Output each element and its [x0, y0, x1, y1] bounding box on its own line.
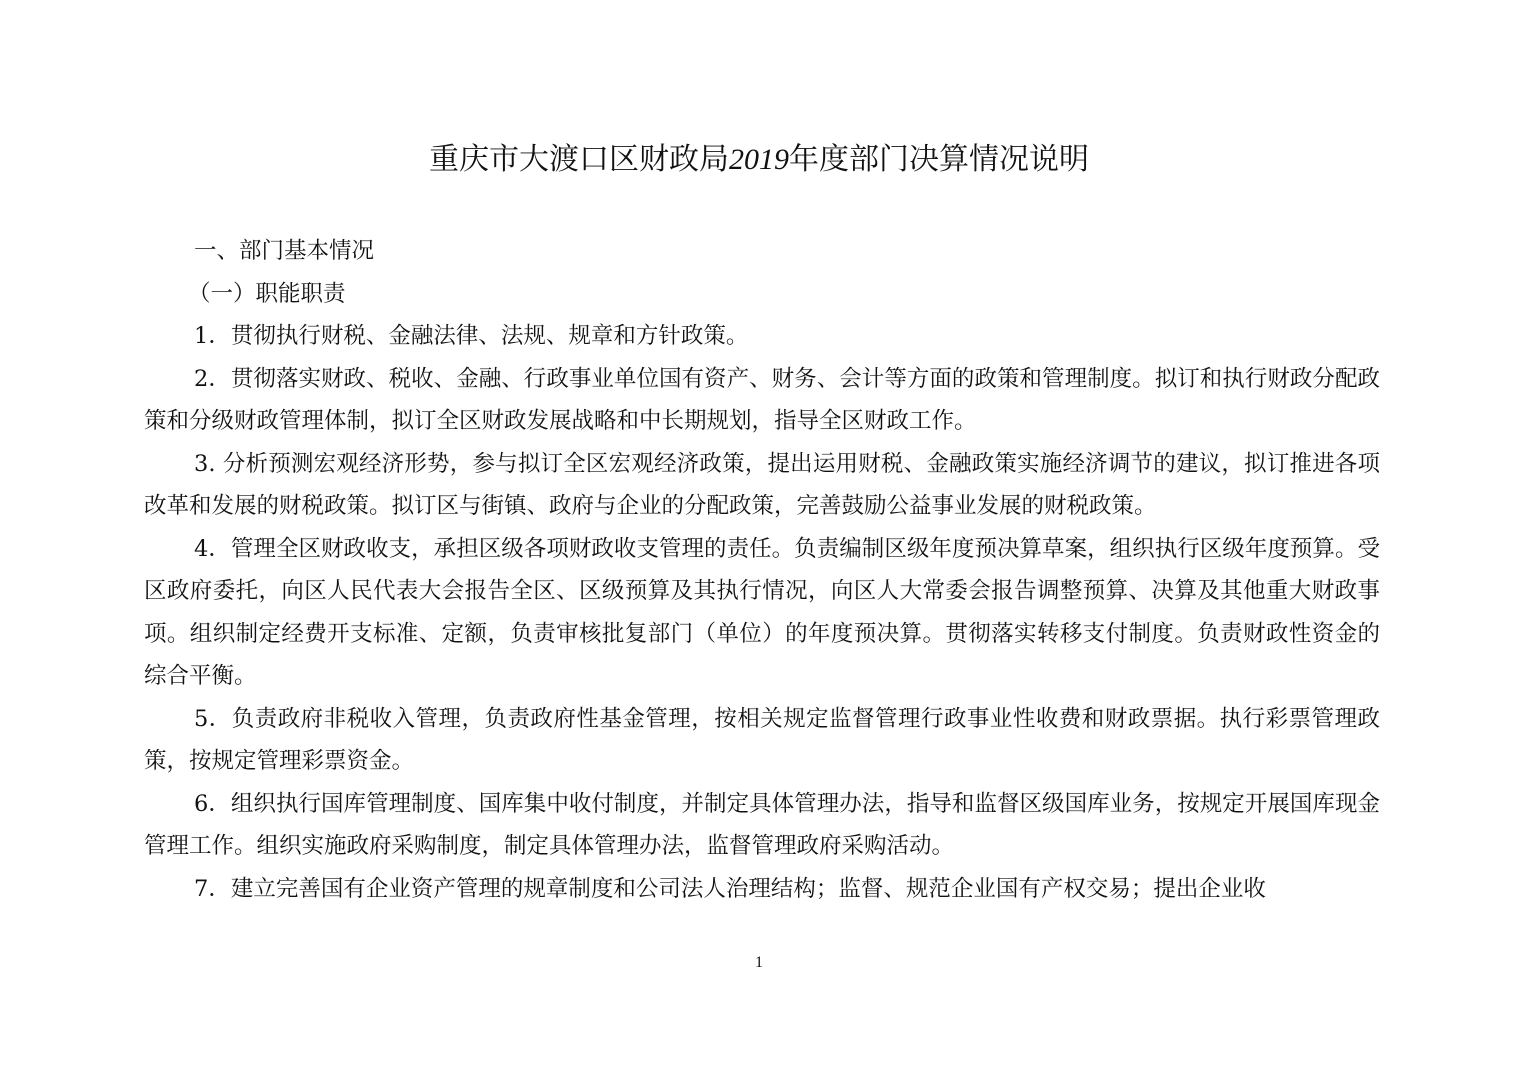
paragraph-6: 6．组织执行国库管理制度、国库集中收付制度，并制定具体管理办法，指导和监督区级国库业务，按规定开展国库现金管理工作。组织实施政府采购制度，制定具体管理办法，监督管理政府采购活动。	[144, 790, 1380, 859]
title-prefix: 重庆市大渡口区财政局	[429, 142, 729, 177]
section-heading: 一、部门基本情况	[194, 238, 375, 264]
paragraph-7: 7．建立完善国有企业资产管理的规章制度和公司法人治理结构；监督、规范企业国有产权交易；提出企业收	[194, 875, 1266, 902]
subsection-heading: （一）职能职责	[188, 280, 346, 307]
page-number: 1	[755, 954, 763, 971]
paragraph-3: 3. 分析预测宏观经济形势，参与拟订全区宏观经济政策，提出运用财税、金融政策实施经济调节的建议，拟订推进各项改革和发展的财税政策。拟订区与街镇、政府与企业的分配政策，完善鼓励公益事业发展的财税政策。	[144, 450, 1380, 519]
paragraph-1: 1．贯彻执行财税、金融法律、法规、规章和方针政策。	[194, 323, 749, 349]
document-body	[144, 230, 1380, 910]
document-title	[0, 138, 1518, 182]
paragraph-2: 2．贯彻落实财政、税收、金融、行政事业单位国有资产、财务、会计等方面的政策和管理制度。拟订和执行财政分配政策和分级财政管理体制，拟订全区财政发展战略和中长期规划，指导全区财政工作。	[144, 365, 1380, 434]
title-suffix: 年度部门决算情况说明	[789, 142, 1089, 177]
title-year: 2019	[729, 143, 789, 176]
paragraph-4: 4．管理全区财政收支，承担区级各项财政收支管理的责任。负责编制区级年度预决算草案，组织执行区级年度预算。受区政府委托，向区人民代表大会报告全区、区级预算及其执行情况，向区人大常委会报告调整预算、决算及其他重大财政事项。组织制定经费开支标准、定额，负责审核批复部门（单位）的年度预决算。贯彻落实转移支付制度。负责财政性资金的综合平衡。	[144, 535, 1380, 689]
paragraph-5: 5．负责政府非税收入管理，负责政府性基金管理，按相关规定监督管理行政事业性收费和财政票据。执行彩票管理政策，按规定管理彩票资金。	[144, 705, 1380, 774]
